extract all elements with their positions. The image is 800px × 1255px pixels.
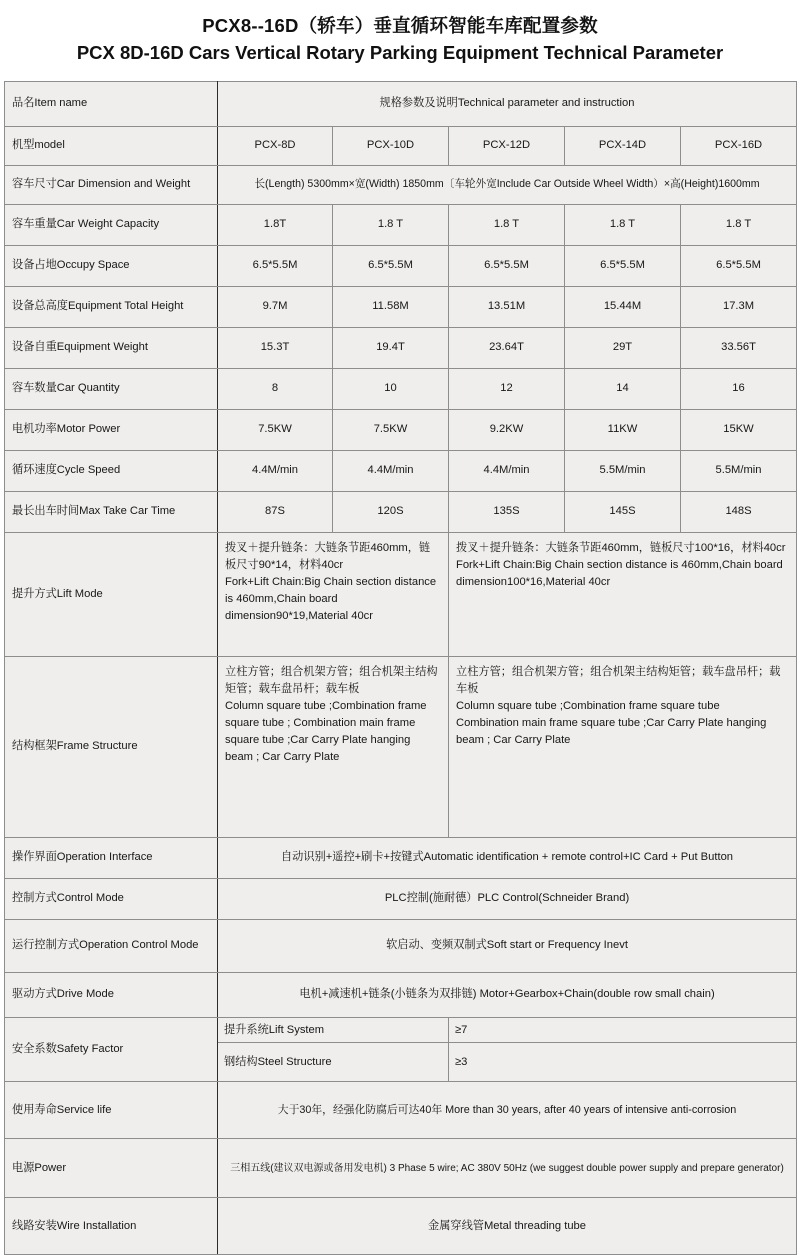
car-weight-cell-1: 1.8 T	[333, 204, 449, 245]
table-row-operation-interface	[5, 837, 797, 878]
table-body	[5, 81, 797, 1255]
car-quantity-cell-2: 12	[449, 368, 565, 409]
table-row-drive-mode	[5, 972, 797, 1017]
table-row-cycle-speed	[5, 450, 797, 491]
table-row-lift-mode	[5, 532, 797, 656]
model-cell-0: PCX-8D	[218, 126, 333, 165]
occupy-space-cell-1: 6.5*5.5M	[333, 245, 449, 286]
max-take-car-time-cell-4: 148S	[681, 491, 797, 532]
row-value-operation-interface: 自动识别+遥控+刷卡+按键式Automatic identification + remote control+IC Card + Put Button	[218, 837, 797, 878]
row-label-occupy-space: 设备占地Occupy Space	[5, 245, 218, 286]
title-block	[4, 0, 796, 67]
table-row-operation-control-mode	[5, 919, 797, 972]
table-row-control-mode	[5, 878, 797, 919]
table-row-equipment-weight	[5, 327, 797, 368]
table-row-total-height	[5, 286, 797, 327]
row-label-wire-installation: 线路安装Wire Installation	[5, 1198, 218, 1255]
total-height-cell-1: 11.58M	[333, 286, 449, 327]
row-label-service-life: 使用寿命Service life	[5, 1082, 218, 1139]
model-cell-1: PCX-10D	[333, 126, 449, 165]
safety-factor-item-name-1: 钢结构Steel Structure	[218, 1043, 449, 1082]
row-label-control-mode: 控制方式Control Mode	[5, 878, 218, 919]
row-label-operation-interface: 操作界面Operation Interface	[5, 837, 218, 878]
lift-mode-value-left: 拨叉＋提升链条：大链条节距460mm，链板尺寸90*14，材料40cr Fork+Lift Chain:Big Chain section distance is 460mm,Chain board dimension90*19,Material 40cr	[218, 532, 449, 656]
table-row-motor-power	[5, 409, 797, 450]
frame-structure-value-right: 立柱方管；组合机架方管；组合机架主结构矩管；载车盘吊杆；载车板 Column square tube ;Combination frame square tube Combination main frame square tube ;Car Carry Plate hanging beam ; Car Carry Plate	[449, 656, 797, 837]
table-row-car-weight	[5, 204, 797, 245]
cycle-speed-cell-4: 5.5M/min	[681, 450, 797, 491]
row-value-operation-control-mode: 软启动、变频双制式Soft start or Frequency Inevt	[218, 919, 797, 972]
cycle-speed-cell-2: 4.4M/min	[449, 450, 565, 491]
motor-power-cell-2: 9.2KW	[449, 409, 565, 450]
total-height-cell-2: 13.51M	[449, 286, 565, 327]
occupy-space-cell-3: 6.5*5.5M	[565, 245, 681, 286]
row-label-drive-mode: 驱动方式Drive Mode	[5, 972, 218, 1017]
model-cell-4: PCX-16D	[681, 126, 797, 165]
equipment-weight-cell-2: 23.64T	[449, 327, 565, 368]
occupy-space-cell-0: 6.5*5.5M	[218, 245, 333, 286]
row-value-car-dimension: 长(Length) 5300mm×宽(Width) 1850mm〔车轮外宽Include Car Outside Wheel Width）×高(Height)1600mm	[218, 165, 797, 204]
car-weight-cell-3: 1.8 T	[565, 204, 681, 245]
row-value-power: 三相五线(建议双电源或备用发电机) 3 Phase 5 wire; AC 380V 50Hz (we suggest double power supply and prepare generator)	[218, 1139, 797, 1198]
row-label-total-height: 设备总高度Equipment Total Height	[5, 286, 218, 327]
row-label-operation-control-mode: 运行控制方式Operation Control Mode	[5, 919, 218, 972]
row-label-equipment-weight: 设备自重Equipment Weight	[5, 327, 218, 368]
row-label-lift-mode: 提升方式Lift Mode	[5, 532, 218, 656]
car-weight-cell-4: 1.8 T	[681, 204, 797, 245]
cycle-speed-cell-3: 5.5M/min	[565, 450, 681, 491]
row-label-power: 电源Power	[5, 1139, 218, 1198]
model-cell-2: PCX-12D	[449, 126, 565, 165]
max-take-car-time-cell-0: 87S	[218, 491, 333, 532]
table-row-power	[5, 1139, 797, 1198]
row-label-cycle-speed: 循环速度Cycle Speed	[5, 450, 218, 491]
car-quantity-cell-3: 14	[565, 368, 681, 409]
row-label-car-quantity: 容车数量Car Quantity	[5, 368, 218, 409]
total-height-cell-4: 17.3M	[681, 286, 797, 327]
cycle-speed-cell-0: 4.4M/min	[218, 450, 333, 491]
table-row-frame-structure	[5, 656, 797, 837]
equipment-weight-cell-3: 29T	[565, 327, 681, 368]
row-label-frame-structure: 结构框架Frame Structure	[5, 656, 218, 837]
table-row-wire-installation	[5, 1198, 797, 1255]
occupy-space-cell-2: 6.5*5.5M	[449, 245, 565, 286]
max-take-car-time-cell-1: 120S	[333, 491, 449, 532]
car-quantity-cell-0: 8	[218, 368, 333, 409]
page-title-english: PCX 8D-16D Cars Vertical Rotary Parking Equipment Technical Parameter	[76, 41, 724, 63]
safety-factor-item-value-0: ≥7	[449, 1017, 797, 1043]
table-row-service-life	[5, 1082, 797, 1139]
table-row-car-dimension	[5, 165, 797, 204]
total-height-cell-0: 9.7M	[218, 286, 333, 327]
equipment-weight-cell-0: 15.3T	[218, 327, 333, 368]
table-row-car-quantity	[5, 368, 797, 409]
max-take-car-time-cell-3: 145S	[565, 491, 681, 532]
row-value-drive-mode: 电机+减速机+链条(小链条为双排链) Motor+Gearbox+Chain(double row small chain)	[218, 972, 797, 1017]
equipment-weight-cell-4: 33.56T	[681, 327, 797, 368]
table-row-model	[5, 126, 797, 165]
car-quantity-cell-4: 16	[681, 368, 797, 409]
motor-power-cell-4: 15KW	[681, 409, 797, 450]
equipment-weight-cell-1: 19.4T	[333, 327, 449, 368]
motor-power-cell-0: 7.5KW	[218, 409, 333, 450]
row-label-max-take-car-time: 最长出车时间Max Take Car Time	[5, 491, 218, 532]
header-item-label: 品名Item name	[5, 81, 218, 126]
cycle-speed-cell-1: 4.4M/min	[333, 450, 449, 491]
table-row-occupy-space	[5, 245, 797, 286]
row-value-wire-installation: 金属穿线管Metal threading tube	[218, 1198, 797, 1255]
frame-structure-value-left: 立柱方管；组合机架方管；组合机架主结构矩管；载车盘吊杆；载车板 Column square tube ;Combination frame square tube ; Combination main frame square tube ;Car Carry Plate hanging beam ; Car Carry Plate	[218, 656, 449, 837]
safety-factor-item-value-1: ≥3	[449, 1043, 797, 1082]
motor-power-cell-3: 11KW	[565, 409, 681, 450]
table-header-row	[5, 81, 797, 126]
row-label-safety-factor: 安全系数Safety Factor	[5, 1017, 218, 1082]
header-spec-label: 规格参数及说明Technical parameter and instruction	[218, 81, 797, 126]
table-row-max-take-car-time	[5, 491, 797, 532]
row-label-model: 机型model	[5, 126, 218, 165]
total-height-cell-3: 15.44M	[565, 286, 681, 327]
car-quantity-cell-1: 10	[333, 368, 449, 409]
car-weight-cell-0: 1.8T	[218, 204, 333, 245]
model-cell-3: PCX-14D	[565, 126, 681, 165]
row-value-service-life: 大于30年，经强化防腐后可达40年 More than 30 years, after 40 years of intensive anti-corrosion	[218, 1082, 797, 1139]
table-row-safety-factor-lift-system	[5, 1017, 797, 1043]
max-take-car-time-cell-2: 135S	[449, 491, 565, 532]
row-label-car-dimension: 容车尺寸Car Dimension and Weight	[5, 165, 218, 204]
page-title-chinese: PCX8--16D（轿车）垂直循环智能车库配置参数	[202, 15, 598, 36]
occupy-space-cell-4: 6.5*5.5M	[681, 245, 797, 286]
car-weight-cell-2: 1.8 T	[449, 204, 565, 245]
safety-factor-item-name-0: 提升系统Lift System	[218, 1017, 449, 1043]
row-label-car-weight: 容车重量Car Weight Capacity	[5, 204, 218, 245]
lift-mode-value-right: 拨叉＋提升链条：大链条节距460mm，链板尺寸100*16，材料40cr Fork+Lift Chain:Big Chain section distance is 460mm,Chain board dimension100*16,Material 40cr	[449, 532, 797, 656]
technical-parameter-table	[4, 81, 797, 1255]
motor-power-cell-1: 7.5KW	[333, 409, 449, 450]
row-label-motor-power: 电机功率Motor Power	[5, 409, 218, 450]
row-value-control-mode: PLC控制(施耐德）PLC Control(Schneider Brand)	[218, 878, 797, 919]
